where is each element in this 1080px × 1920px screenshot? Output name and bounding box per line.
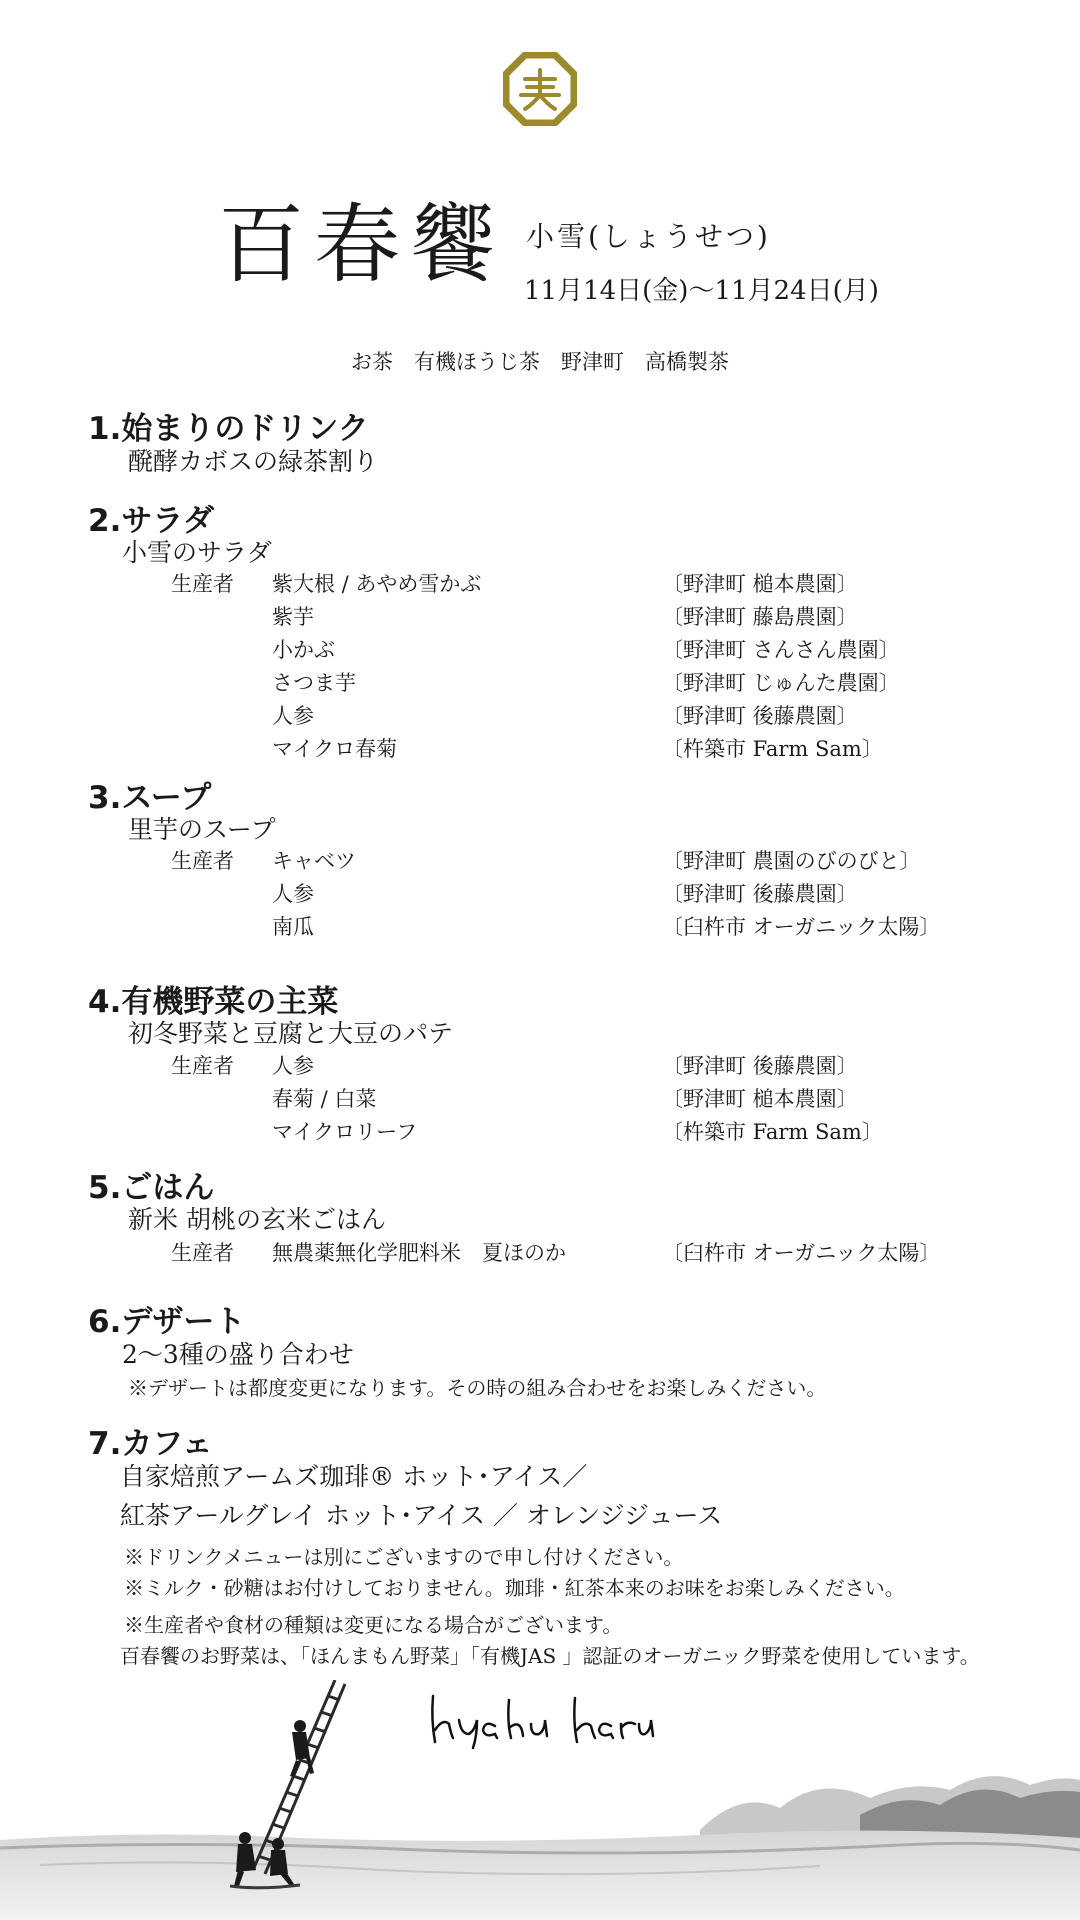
dish-name: 里芋のスープ <box>128 815 276 844</box>
ingredient: 人参 <box>272 1054 314 1078</box>
dessert-note: ※デザートは都度変更になります。その時の組み合わせをお楽しみください。 <box>128 1376 827 1400</box>
producer-label: 生産者 <box>171 572 234 596</box>
dish-name: 紅茶アールグレイ ホット･アイス ／ オレンジジュース <box>120 1501 723 1530</box>
change-note: ※生産者や食材の種類は変更になる場合がございます。 <box>124 1613 623 1637</box>
ingredient: 紫大根 / あやめ雪かぶ <box>272 572 482 596</box>
drink-note: ※ミルク・砂糖はお付けしておりません。珈琲・紅茶本来のお味をお楽しみください。 <box>124 1576 905 1600</box>
producer-source: 〔野津町 槌本農園〕 <box>662 1087 858 1111</box>
producer-source: 〔杵築市 Farm Sam〕 <box>662 737 883 761</box>
section-heading: 7.カフェ <box>88 1426 213 1462</box>
dish-name: 自家焙煎アームズ珈琲® ホット･アイス／ <box>120 1462 588 1491</box>
drink-note: ※ドリンクメニューは別にございますので申し付けください。 <box>124 1545 684 1569</box>
section-heading: 1.始まりのドリンク <box>88 411 369 447</box>
tea-line: お茶 有機ほうじ茶 野津町 高橋製茶 <box>351 350 729 374</box>
producer-source: 〔野津町 槌本農園〕 <box>662 572 858 596</box>
producer-source: 〔野津町 農園のびのびと〕 <box>662 849 921 873</box>
producer-label: 生産者 <box>171 849 234 873</box>
ingredient: 紫芋 <box>272 605 314 629</box>
ingredient: 小かぶ <box>272 638 335 662</box>
dish-name: 2〜3種の盛り合わせ <box>122 1340 354 1369</box>
ingredient: 人参 <box>272 882 314 906</box>
producer-label: 生産者 <box>171 1054 234 1078</box>
dish-name: 醗酵カボスの緑茶割り <box>128 447 379 476</box>
section-heading: 6.デザート <box>88 1304 246 1340</box>
ingredient: マイクロ春菊 <box>272 737 398 761</box>
season-name: 小雪(しょうせつ) <box>526 220 771 253</box>
restaurant-title: 百春饗 <box>218 195 506 295</box>
hexagon-emblem-icon <box>503 52 577 126</box>
ingredient: さつま芋 <box>272 671 356 695</box>
producer-source: 〔臼杵市 オーガニック太陽〕 <box>662 915 941 939</box>
ingredient: 春菊 / 白菜 <box>272 1087 377 1111</box>
producer-label: 生産者 <box>171 1241 234 1265</box>
section-heading: 4.有機野菜の主菜 <box>88 984 339 1020</box>
section-heading: 2.サラダ <box>88 503 215 539</box>
date-range: 11月14日(金)〜11月24日(月) <box>524 276 879 306</box>
producer-source: 〔野津町 後藤農園〕 <box>662 704 858 728</box>
producer-source: 〔野津町 藤島農園〕 <box>662 605 858 629</box>
dish-name: 新米 胡桃の玄米ごはん <box>128 1205 386 1234</box>
producer-source: 〔野津町 じゅんた農園〕 <box>662 671 900 695</box>
ingredient: キャベツ <box>272 849 356 873</box>
producer-source: 〔杵築市 Farm Sam〕 <box>662 1120 883 1144</box>
producer-source: 〔臼杵市 オーガニック太陽〕 <box>662 1241 941 1265</box>
organic-note: 百春饗のお野菜は、「ほんまもん野菜」「有機JAS 」認証のオーガニック野菜を使用しています。 <box>120 1644 980 1668</box>
ingredient: 無農薬無化学肥料米 夏ほのか <box>272 1241 566 1265</box>
producer-source: 〔野津町 後藤農園〕 <box>662 882 858 906</box>
ingredient: 人参 <box>272 704 314 728</box>
dish-name: 小雪のサラダ <box>122 538 272 567</box>
ingredient: 南瓜 <box>272 915 314 939</box>
dish-name: 初冬野菜と豆腐と大豆のパテ <box>128 1019 454 1048</box>
ingredient: マイクロリーフ <box>272 1120 418 1144</box>
section-heading: 3.スープ <box>88 780 212 816</box>
producer-source: 〔野津町 後藤農園〕 <box>662 1054 858 1078</box>
signature-hyaku-haru <box>425 1690 655 1750</box>
section-heading: 5.ごはん <box>88 1170 215 1206</box>
producer-source: 〔野津町 さんさん農園〕 <box>662 638 900 662</box>
